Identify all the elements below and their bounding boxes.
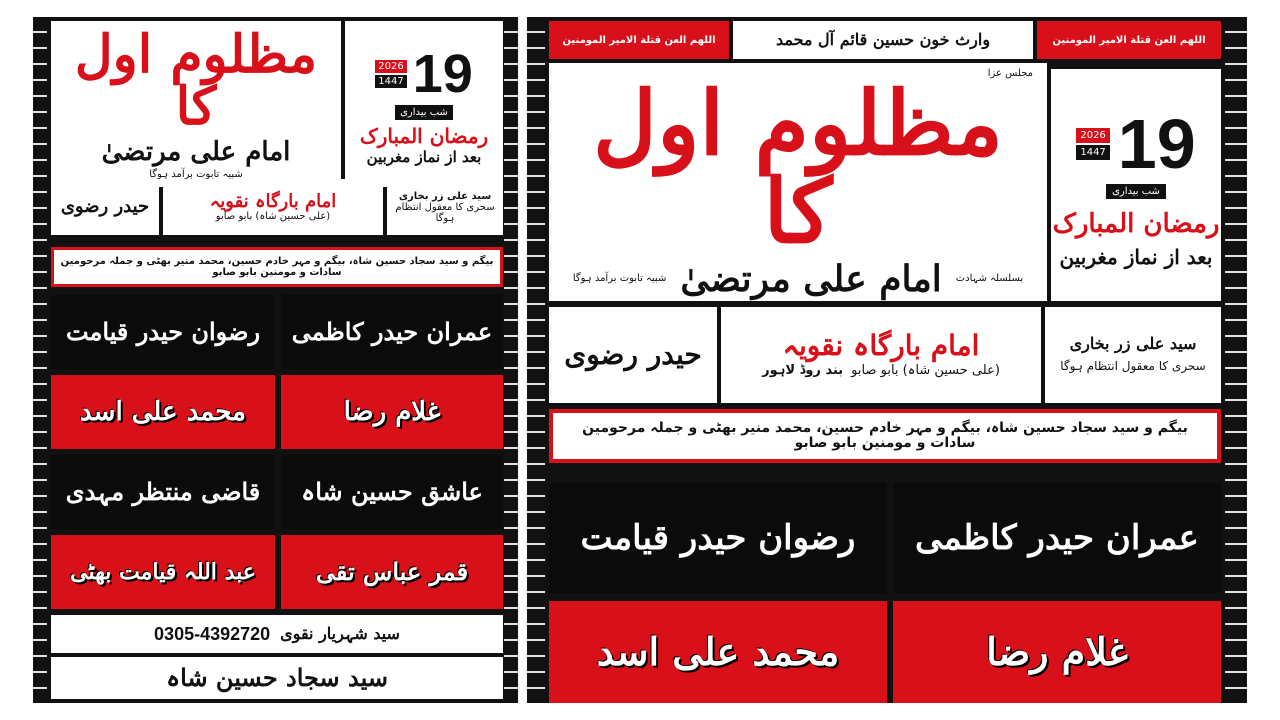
left-sehri-host: سید علی زر بخاری xyxy=(398,190,492,202)
left-night: شب بیداری xyxy=(395,105,453,120)
left-venue: امام بارگاہ نقویہ xyxy=(209,190,337,212)
left-orator-3b: قاضی منتظر مہدی xyxy=(51,455,275,529)
right-poster-left-border xyxy=(527,17,545,703)
left-venue-sub: (علی حسین شاہ) بابو صابو xyxy=(215,210,331,222)
right-ramadan: رمضان المبارک xyxy=(1052,208,1220,239)
left-orator-2b: محمد علی اسد xyxy=(51,375,275,449)
right-title: مظلوم اول کا xyxy=(593,70,1003,263)
left-speaker-panel xyxy=(51,179,159,235)
left-orator-2a: غلام رضا xyxy=(281,375,503,449)
right-orator-2b: محمد علی اسد xyxy=(549,601,887,703)
right-top-left: اللھم العن قتلة الامیر المومنین xyxy=(549,21,729,59)
left-speaker: حیدر رضوی xyxy=(60,196,150,217)
right-orator-1a: عمران حیدر کاظمی xyxy=(893,483,1221,593)
right-venue-sub: (علی حسین شاہ) بابو صابو xyxy=(851,362,1000,378)
left-subtitle: امام علی مرتضیٰ xyxy=(101,136,291,167)
left-title-panel xyxy=(51,21,341,187)
right-venue: امام بارگاہ نقویہ xyxy=(782,328,980,362)
right-date-panel xyxy=(1051,69,1221,301)
right-venue-panel xyxy=(721,307,1041,403)
left-orator-4a: قمر عباس تقی xyxy=(281,535,503,609)
right-poster-right-border xyxy=(1225,17,1247,703)
left-footer-panel xyxy=(51,657,503,699)
left-dedication-panel xyxy=(51,247,503,287)
right-sehri-host: سید علی زر بخاری xyxy=(1069,334,1197,354)
left-dedication: بیگم و سید سجاد حسین شاہ، بیگم و مہر خادم حسین، محمد منیر بھٹی و جملہ مرحومین سادات و مومنین بابو صابو xyxy=(60,256,494,278)
right-top-center: وارث خون حسین قائم آل محمد xyxy=(733,21,1033,59)
left-date-panel xyxy=(345,21,503,187)
right-orator-2a: غلام رضا xyxy=(893,601,1221,703)
left-contact-panel xyxy=(51,615,503,653)
left-taboot: شبیہ تابوت برآمد ہوگا xyxy=(149,168,243,180)
right-speaker: حیدر رضوی xyxy=(564,338,702,371)
left-border-strip xyxy=(33,17,47,703)
right-date-number: 19 xyxy=(1117,104,1196,183)
left-footer: سید سجاد حسین شاہ xyxy=(166,663,388,692)
right-dedication: بیگم و سید سجاد حسین شاہ، بیگم و مہر خادم حسین، محمد منیر بھٹی و جملہ مرحومین سادات و مومنین بابو صابو xyxy=(582,419,1188,451)
left-orator-4b: عبد اللہ قیامت بھٹی xyxy=(51,535,275,609)
right-dedication-panel xyxy=(549,409,1221,463)
right-year-hijri: 2026 1447 xyxy=(1076,128,1109,160)
left-year-hijri: 2026 1447 xyxy=(375,60,406,88)
right-poster xyxy=(527,17,1247,703)
left-date-number: 19 xyxy=(412,44,473,104)
right-series: بسلسلہ شہادت xyxy=(955,273,1024,284)
left-orator-1a: عمران حیدر کاظمی xyxy=(281,295,503,369)
right-subtitle: امام علی مرتضیٰ xyxy=(680,257,942,300)
left-sehri-panel xyxy=(387,179,503,235)
left-poster xyxy=(33,17,518,703)
right-sehri-panel xyxy=(1045,307,1221,403)
right-time: بعد از نماز مغربین xyxy=(1059,244,1213,269)
left-venue-panel xyxy=(163,179,383,235)
right-border-strip xyxy=(504,17,518,703)
left-sehri: سحری کا معقول انتظام ہوگا xyxy=(395,201,495,224)
left-time: بعد از نماز مغربین xyxy=(366,148,482,166)
left-ramadan: رمضان المبارک xyxy=(359,124,489,148)
right-title-panel xyxy=(549,63,1047,301)
right-venue-addr: بند روڈ لاہور xyxy=(762,362,844,378)
right-taboot: شبیہ تابوت برآمد ہوگا xyxy=(572,273,667,284)
right-top-right: اللھم العن قتلة الامیر المومنین xyxy=(1037,21,1221,59)
left-phone: 0305-4392720 xyxy=(154,623,271,644)
left-orator-1b: رضوان حیدر قیامت xyxy=(51,295,275,369)
right-orator-1b: رضوان حیدر قیامت xyxy=(549,483,887,593)
right-sehri: سحری کا معقول انتظام ہوگا xyxy=(1060,359,1206,374)
right-majlis: مجلس عزا xyxy=(987,67,1033,79)
right-speaker-panel xyxy=(549,307,717,403)
left-orator-3a: عاشق حسین شاہ xyxy=(281,455,503,529)
right-night: شب بیداری xyxy=(1106,184,1166,199)
left-contact-name: سید شہریار نقوی xyxy=(280,624,400,643)
left-title: مظلوم اول کا xyxy=(74,23,318,137)
